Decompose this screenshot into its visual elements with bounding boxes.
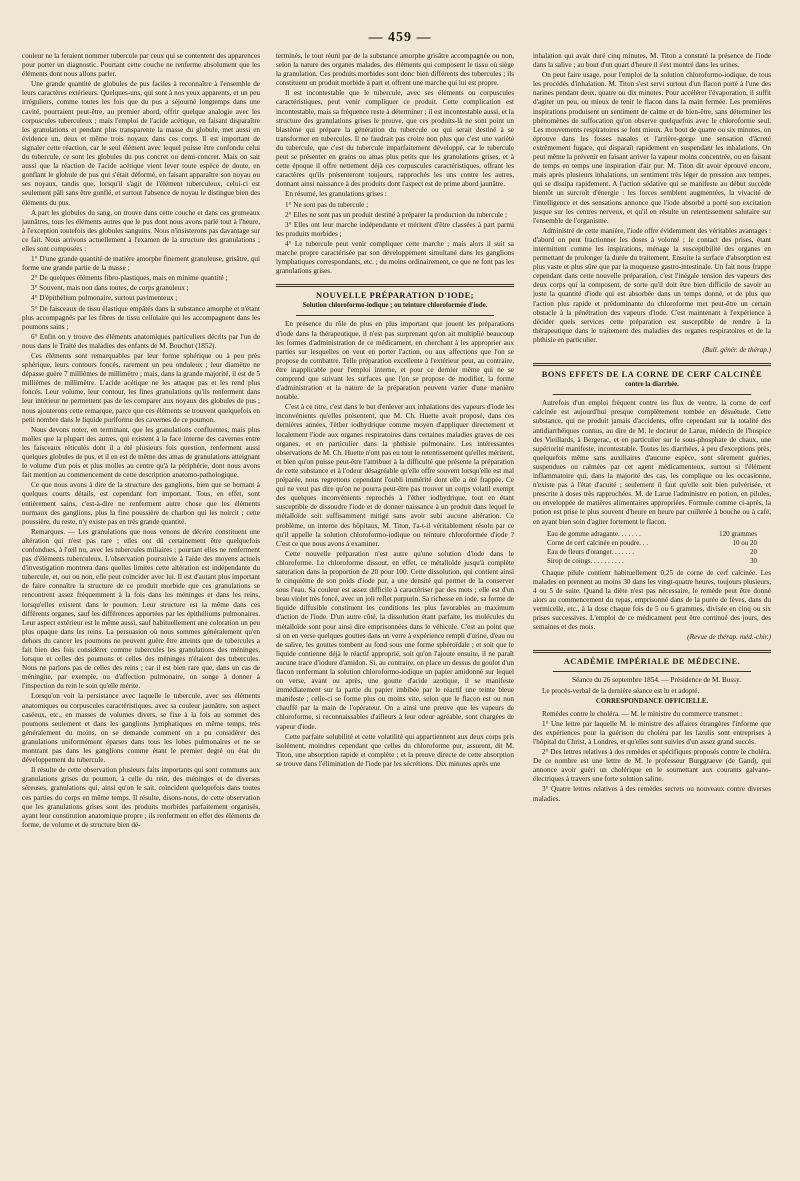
session-line: Séance du 26 septembre 1854. — Présidence de M. Bussy. [572,676,741,685]
paragraph: Administré de cette manière, l'iode offre évidemment des véritables avantages : d'abord on peut fractionner les doses à volonté ; le contact des prises, étant intermittent comme les inspirations, ménage la susceptibilité des organes en permettant de prolonger la durée du traitement. Ensuite la surface d'absorption est plus vaste et plus sûre que par la muqueuse gastro-intestinale. Un fait nous frappe cependant dans cette nouvelle préparation, c'est l'inégale tension des vapeurs des deux corps qui la composent, de sorte qu'il doit être bien difficile de savoir au juste la quantité d'iode qui est absorbée dans un temps donné, et de plus que l'action plus rapide et prédominante du chloroforme met peut-être un certain obstacle à la pénétration des vapeurs d'iode. C'est maintenant à l'expérience à décider quels services cette préparation est susceptible de rendre à la thérapeutique dans le traitement des maladies des organes respiratoires et de la phthisie en particulier. [533,226,771,344]
paragraph: En résumé, les granulations grises : [285,190,387,199]
paragraph: Remarques. — Les granulations que nous venons de décrire constituent une altération qui n'est pas rare ; elles ont dû certainement être quelquefois confondues, à l'œil nu, avec les tubercules miliaires ; pourtant elles ne renferment pas d'éléments tuberculeux. L'observation poursuivie à l'aide des moyens actuels d'investigation montrera dans quelles limites cette altération est indépendante du tubercule, et, oui ou non, elle peut coïncider avec lui. Il est d'autant plus important de faire connaître la structure de ce produit morbide que ces granulations se rencontrent assez fréquemment à la fois dans les méninges et dans les reins, lorsqu'elles existent dans le poumon. Leur structure est la même dans ces différents organes, sauf les différences apportées par les épithéliums pulmonaires. Leur aspect extérieur est le même aussi, sauf habituellement une coloration un peu plus opaque dans les reins. La persuasion où nous sommes généralement qu'en dehors du cancer les poumons ne peuvent guère être atteints que de tubercules a fait bien des fois considérer comme tubercules les granulations des méninges, lorsque et celles des poumons et celles des méninges n'étaient des tubercules. Nous ne parlons pas de celles des reins ; car il est bien rare que, dans un cas de méningite, par exemple, ou d'affection pulmonaire, on songe à donner à l'inspection du rein le soin qu'elle mérite. [22,527,260,691]
divider [296,315,494,316]
ingredient-quantity: 120 grammes [719,529,757,538]
ingredient-name: Sirop de coings. . . . . . . . . . [547,556,624,565]
section-subtitle: contre la diarrhée. [625,381,679,389]
paragraph: Remèdes contre le choléra. — M. le ministre du commerce transmet : [542,709,743,718]
divider [553,394,751,395]
section-divider [533,363,771,366]
ingredient-name: Eau de gomme adragante. . . . . . . [547,529,641,538]
minutes-line: Le procès-verbal de la dernière séance est lu et adopté. [542,686,700,695]
list-item: 3° Quatre lettres relatives à des remèdes secrets ou nouveaux contre diverses maladies. [533,785,771,803]
paragraph: Ce que nous avons à dire de la structure des ganglions, bien que se bornant à quelques courts détails, est cependant fort important. Tous, en effet, sont entièrement sains, c'est-à-dire ne renferment autre chose que les éléments normaux des ganglions, plus la fine poussière de charbon qui les noircit ; cette poussière, du reste, n'y existe pas en très grande quantité. [22,481,260,526]
formula-row [547,548,771,557]
section-divider [533,650,771,653]
list-item: 4° D'épithélium pulmonaire, surtout pavimenteux ; [31,294,178,303]
column-2 [276,52,514,1172]
paragraph: A part les globules du sang, on trouve dans cette couche et dans ces grumeaux jaunâtres, tous les éléments autres que le pus dont nous avons parlé tout à l'heure, à l'exception toutefois des globules sanguins. Nous n'insisterons pas davantage sur ce fait. Nous arrivons actuellement à l'examen de la structure des granulations ; elles sont composées : [22,208,260,253]
ingredient-quantity: 20 [750,547,757,556]
paragraph: couleur ne la feraient nommer tubercule par ceux qui se contentent des apparences pour porter un diagnostic. Pourtant cette couche ne renferme absolument que les éléments dont nous allons parler. [22,52,260,79]
list-item: 5° De faisceaux de tissu élastique empâtés dans la substance amorphe et n'étant plus accompagnés par les fibres de tissu cellulaire qui les accompagnent dans les poumons sains ; [22,304,260,331]
paragraph: Lorsqu'on voit la persistance avec laquelle le tubercule, avec ses éléments anatomiques ou corpuscules caractéristiques, avec sa couleur jaunâtre, son aspect caséeux, etc., en masses de volumes divers, se fixe à la fois au sommet des poumons seulement et dans les ganglions lymphatiques en même temps, très généralement du moins, on se demande comment on a pu considérer des granulations uniformément éparses dans tous les lobes pulmonaires et ne se montrant pas dans les ganglions comme étant le premier degré ou état du développement du tubercule. [22,692,260,765]
prescription-formula [547,530,771,566]
list-item: 3° Elles ont leur marche indépendante et méritent d'être classées à part parmi les produits morbides ; [276,220,514,238]
ingredient-name: Corne de cerf calcinée en poudre. . . [547,538,649,547]
correspondence-title: CORRESPONDANCE OFFICIELLE. [595,697,709,705]
paragraph: En présence du rôle de plus en plus important que jouent les préparations d'iode dans la thérapeutique, il n'est pas surprenant qu'on ait multiplié beaucoup les formes d'administration de ce médicament, en cherchant à les approprier aux parties sur lesquelles on veut en porter l'action, ou aux affections que l'on se propose de combattre. Telle préparation excellente à l'extérieur peut, au contraire, être inapplicable pour l'emploi interne, et pour ce dernier même qui ne se comprend que suivant les surfaces que l'on se propose de modifier, la forme d'administration et la nature de la préparation peuvent varier d'une manière notable. [276,320,514,402]
paragraph: Nous devons noter, en terminant, que les granulations confluentes, mais plus molles que la plupart des autres, qui existent à la face interne des cavernes entre les faisceaux réticulés dont il a été plusieurs fois question, renferment aussi quelques globules de pus, et il en est de même des amas de granulations atteignant le volume d'un pois et plus molles au centre qu'à la périphérie, dont nous avons fait mention au commencement de cette description anatomo-pathologique. [22,425,260,480]
paragraph: Cette nouvelle préparation n'est autre qu'une solution d'iode dans le chloroforme. Le chloroforme dissout, en effet, ce métalloïde jusqu'à complète saturation dans la proportion de 20 pour 100. Cette dissolution, qui contient ainsi le cinquième de son poids d'iode pur, a une densité qui permet de la conserver sous l'eau. Sa couleur est assez difficile à caractériser par des mots ; elle est d'un beau violet très foncé, avec un joli reflet purpurin. Sa richesse en iode, sa forme de liquide diffusible constituent les conditions les plus favorables au maximum d'action de l'iode. D'un autre côté, la dissolution étant parfaite, les molécules du métalloïde sont pour ainsi dire emprisonnées dans le véhicule. C'est au point que si on en verse quelques gouttes dans un verre à expérience rempli d'urine, d'eau ou de salive, les gouttes tombent au fond sous une forme sphéroïdale ; et soit que le liquide contienne déjà le réactif approprié, soit qu'on l'ajoute ensuite, il ne paraît aucune trace d'iodure d'amidon. Si, au contraire, on place un dessus du goulot d'un flacon renfermant la solution chloroformo-iodique un papier amidonné sur lequel on verse, avant ou après, une goutte d'acide azotique, il se manifeste immédiatement sur la partie du papier imbibée par le réactif une teinte bleue manifeste ; celle-ci se forme plus ou moins vite, selon que le flacon est ou non chauffé par la main de l'opérateur. On a ainsi une preuve que les vapeurs de chloroforme, si reconnaissables d'ailleurs à leur odeur agréable, sont chargées de vapeur d'iode. [276,549,514,731]
paragraph: Chaque pilule contient habituellement 0,25 de corne de cerf calcinée. Les malades en prennent au moins 30 dans les vingt-quatre heures, toujours plusieurs, 4 ou 5 de suite. Quand la diète n'est pas nécessaire, le remède peut être donné alors au commencement du repas, emprisonné dans de la purée de fèves, dans du vermicelle, etc., à la dose chaque fois de 5 ou 6 grammes, divisée en cinq ou six prises successives. L'emploi de ce médicament peut être continué des jours, des semaines et des mois. [533,568,771,632]
list-item: 3° Souvent, mais non dans toutes, de corps granuleux ; [31,284,189,293]
paragraph: Une grande quantité de globules de pus faciles à reconnaître à l'ensemble de leurs caractères extérieurs. Quelques-uns, qui sont à nos yeux apparents, et un peu irréguliers, comme toutes les fois que du pus a séjourné longtemps dans une cavité, pourraient peut-être, au premier abord, offrir quelque analogie avec les corpuscules tuberculeux ; mais l'emploi de l'acide acétique, en faisant disparaître les granulations et pendant plus transparente la masse du globule, met aussi en évidence un, deux et même trois noyaux dans ces corps. Il est important de signaler cette réaction, car le seul élément avec lequel puisse être confondu celui du tubercule, ce sont les globules du pus concret ou demi-concret. Mais on sait aussi que la réaction de l'acide acétique vient lever toute espèce de doute, en gonflant le globule de pus qui s'était déformé, en faisant apparaître son noyau ou ses noyaux, tandis que, lorsqu'il s'agit de l'élément tuberculeux, celui-ci est seulement pâli sans être gonflé, et surtout l'absence de noyau le distingue bien des éléments du pus. [22,80,260,207]
list-item: 1° Une lettre par laquelle M. le ministre des affaires étrangères l'informe que des expériences pour la guérison du choléra par les lazulis sont entreprises à l'hôpital du Christ, à Londres, et qu'elles sont suivies d'un assez grand succès. [533,719,771,746]
page-number: — 459 — [368,30,432,45]
section-title: NOUVELLE PRÉPARATION D'IODE; [316,291,474,301]
section-subtitle: Solution chloroformo-iodique ; ou teinture chloroformée d'iode. [302,302,488,310]
list-item: 2° Des lettres relatives à des remèdes et spécifiques proposés contre le choléra. De ce nombre est une lettre de M. le professeur Burggraeve (de Gand), qui annonce avoir guéri un cholérique en le soumettant aux courants galvano-électriques à travers une forte solution saline. [533,748,771,784]
paragraph: Autrefois d'un emploi fréquent contre les flux de ventre, la corne de cerf calcinée est aujourd'hui presque complètement tombée en désuétude. Cette substance, qui ne produit jamais d'accidents, offre cependant sur la totalité des antidiarrhéiques connus, au dire de M. le docteur de Larue, médecin de l'hospice des Vieillards, à Bergerac, et en particulier sur le sous-phosphate de chaux, une supériorité manifeste, incontestable. Toutes les diarrhées, à peu d'exceptions près, quelquefois même sans auxiliaires d'aucune espèce, sont sûrement guéries, suspendues ou calmées par cet agent médicamenteux, surtout si l'élément inflammatoire qui, dans la majorité des cas, les complique ou les occasionne, n'existe pas à l'état d'acuité ; seulement il faut qu'elle soit bien pulvérisée, et prescrite à doses très rapprochées. M. de Larue l'administre en potion, en pilules, ou enveloppée de matières alimentaires appropriées. Formule comme ci-après, la potion est prise le plus souvent d'heure en heure par cuillerée à bouche ou à café, en ayant bien soin d'agiter fortement le flacon. [533,399,771,526]
paragraph: Il résulte de cette observation plusieurs faits importants qui sont communs aux granulations grises du poumon, à celle du rein, des méninges et de diverses séreuses, granulations qui, ainsi qu'on le sait, coïncident quelquefois dans toutes ces parties du corps en même temps. Il résulte, disons-nous, de cette observation que les granulations grises sont des produits morbides parfaitement organisés, ayant leur constitution anatomique propre ; ils renferment en effet des éléments de forme, de volume et de structure bien dé- [22,766,260,829]
list-item: 6° Enfin on y trouve des éléments anatomiques particuliers décrits par l'un de nous dans le Traité des maladies des enfants de M. Bouchut (1852). [22,332,260,350]
paragraph: Il est incontestable que le tubercule, avec ses éléments ou corpuscules caractéristiques, peut venir compliquer ce produit. Cette complication est incontestable, mais sa fréquence reste à déterminer ; il est incontestable aussi, et la structure des granulations grises le prouve, que ces produits-là ne sont point un blastème qui prépare la génération du tubercule ou qui serait destiné à se transformer en tubercules. Il ne faudrait pas croire non plus que c'est une variété du tubercule, que c'est du tubercule imparfaitement développé, car le tubercule peut se présenter en grains ou amas plus petits que les granulations grises, et à cette époque il offre nettement déjà ces corpuscules caractéristiques, offrant les caractères qu'ils présenteront toujours, rapprochés les uns contre les autres, donnant ainsi naissance à des produits dont l'aspect est de prime abord jaunâtre. [276,89,514,189]
ingredient-quantity: 30 [750,556,757,565]
list-item: 1° Ne sont pas du tubercule ; [285,200,369,209]
column-1 [22,52,260,1172]
section-title: BONS EFFETS DE LA CORNE DE CERF CALCINÉE [541,370,763,380]
section-divider [276,284,514,287]
divider [553,671,751,672]
paragraph: inhalation qui avait duré cinq minutes, M. Titon a constaté la présence de l'iode dans la salive ; au bout d'un quart d'heure il s'est montré dans les urines. [533,52,771,70]
paragraph: C'est à ce titre, c'est dans le but d'enlever aux inhalations des vapeurs d'iode les inconvénients qu'elles présentent, que M. Ch. Huette avait proposé, dans ces dernières années, l'éther iodhydrique comme moyen d'appliquer directement et localement l'iode aux organes respiratoires dans certaines maladies graves de ces organes, et en particulier dans la phthisie pulmonaire. Les intéressantes observations de M. Ch. Huette n'ont pas eu tout le retentissement qu'elles méritent, et bien qu'on puisse peut-être l'attribuer à la difficulté que présente la préparation de cette substance et à l'odeur désagréable qu'elle offre souvent lorsqu'elle est mal préparée, nous regrettons cependant l'oubli immérité dont elle a été frappée. Ce qui ne veut pas dire qu'on ne pourra peut-être pas trouver un corps volatil exempt des quelques inconvénients reprochés à l'éther iodhydrique, tout en étant susceptible de dissoudre l'iode et de donner naissance à un produit dans lequel le métalloïde soit suffisamment mitigé sans avoir subi aucune altération. Ce problème, un interne des hôpitaux, M. Titon, l'a-t-il véritablement résolu par ce qu'il appelle la solution chloroformo-iodique ou teinture chloroformée d'iode ? C'est ce que nous avons à examiner. [276,403,514,548]
list-item: 2° De quelques éléments fibro-plastiques, mais en minime quantité ; [31,274,228,283]
formula-row [547,539,771,548]
paragraph: Cette parfaite solubilité et cette volatilité qui appartiennent aux deux corps pris isolément, moindres cependant que celles du chloroforme pur, assurent, dit M. Titon, une absorption rapide et complète ; et la preuve directe de cette absorption se trouve dans l'élimination de l'iode par les sécrétions. Dix minutes après une [276,732,514,768]
academy-title: ACADÉMIE IMPÉRIALE DE MÉDECINE. [563,657,741,667]
list-item: 1° D'une grande quantité de matière amorphe finement granuleuse, grisâtre, qui forme une grande partie de la masse ; [22,255,260,273]
paragraph: Ces éléments sont remarquables par leur forme sphérique ou à peu près sphérique, leurs contours foncés, rarement un peu onduleux ; leur diamètre ne dépasse guère 7 millièmes de millimètre ; mais, dans la grande majorité, il est de 5 millièmes de millimètre. L'acide acétique ne les attaque pas et les rend plus foncés. Leur volume, leur contour, les fines granulations qu'ils renferment dans leur intérieur ne permettent pas de les comparer aux noyaux des globules de pus ; nous ajouterons cette remarque, parce que ces éléments se trouvent quelquefois en petit nombre dans le liquide puriforme des cavernes de ce poumon. [22,352,260,424]
source-citation: (Revue de thérap. méd.-chir.) [687,633,771,642]
source-citation: (Bull. génér. de thérap.) [702,346,771,354]
list-item: 2° Elles ne sont pas un produit destiné à préparer la production du tubercule ; [285,210,508,219]
formula-row [547,557,771,566]
ingredient-name: Eau de fleurs d'oranger. . . . . . . [547,547,635,556]
ingredient-quantity: 10 ou 20 [732,538,757,547]
list-item: 4° Le tubercule peut venir compliquer cette marche ; mais alors il suit sa marche propre caractérisée par son développement simultané dans les ganglions lymphatiques correspondants, etc. ; du moins ordinairement, ce que ne font pas les granulations grises. [276,239,514,276]
paragraph: On peut faire usage, pour l'emploi de la solution chloroformo-iodique, de tous les procédés d'inhalation. M. Titon s'est servi surtout d'un flacon porté à l'une des narines pendant deux, quatre ou dix minutes. Pour accélérer l'évaporation, il suffit d'agiter un peu, ou mieux de tenir le flacon dans la main fermée. Les premières inspirations produisent un sentiment de calme et de bien-être, sans déterminer les phénomènes de suffocation qu'on observe quelquefois avec le chloroforme seul. Les mouvements respiratoires se font mieux. Au bout de quatre ou six minutes, on éprouve dans les fosses nasales et l'arrière-gorge une sensation d'âcreté extrêmement fugace, qui disparaît rapidement en suspendant les inhalations. On peut même la prévenir en faisant arriver la vapeur moins concentrée, ou en faisant de temps en temps une inspiration d'air pur. M. Titon dit avoir éprouvé encore, mais après plusieurs inhalations, un sentiment très léger de pression aux tempes, qui se dissipa rapidement. A l'action sédative qui se manifeste au début succède bientôt un surcroît d'énergie : les forces semblent augmentées, la vivacité de l'intelligence et des sensations annonce que l'iode absorbé a porté son excitation jusque sur les centres nerveux, et qu'il en résulte un retentissement salutaire sur l'ensemble de l'organisme. [533,71,771,225]
paragraph: terminés, le tout réuni par de la substance amorphe grisâtre accompagnée ou non, selon la nature des organes malades, des éléments qui composent le tissu où siège la granulation. Ces produits morbides sont donc bien différents des tubercules ; ils constituent un produit morbide à part et offrent une marche qui lui est propre. [276,52,514,88]
formula-row [547,530,771,539]
column-3 [533,52,771,1172]
